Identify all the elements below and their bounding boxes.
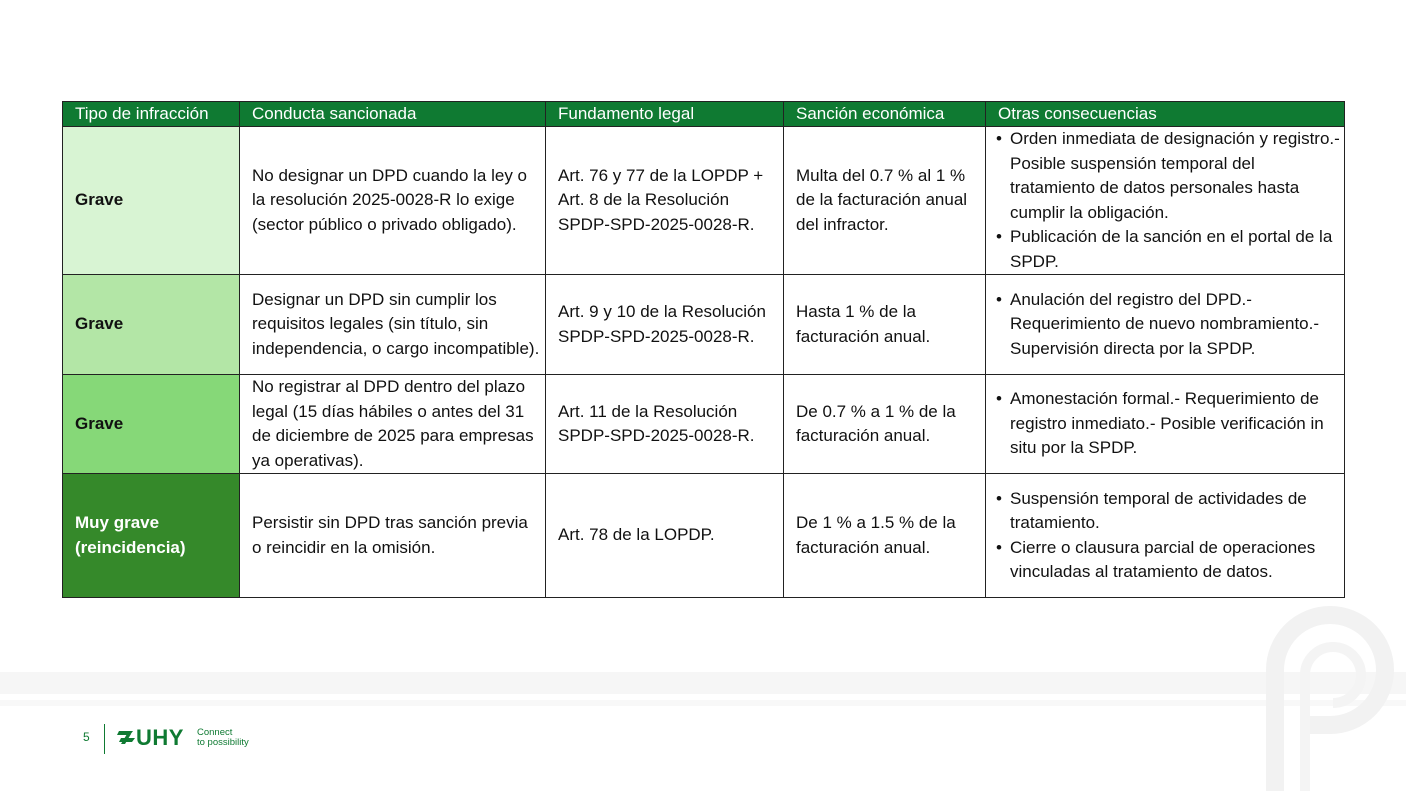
bullet-item: • Anulación del registro del DPD.- Requerimiento de nuevo nombramiento.- Supervisión directa por la SPDP. [990,288,1340,362]
footer-divider [104,724,105,754]
table-row [63,275,1345,375]
decorative-p-watermark [1250,600,1400,791]
bullet-item: • Suspensión temporal de actividades de tratamiento. [990,487,1340,536]
uhy-logo-text: UHY [136,725,184,750]
cell-fundamento: Art. 9 y 10 de la Resolución SPDP-SPD-2025-0028-R. [546,275,784,375]
cell-tipo: Grave [63,275,240,375]
tagline-line-1: Connect [197,727,233,738]
cell-tipo: Grave [63,127,240,275]
bullet-item: • Cierre o clausura parcial de operaciones vinculadas al tratamiento de datos. [990,536,1340,585]
table-row [63,375,1345,474]
table-row [63,127,1345,275]
uhy-logo-mark-icon [117,729,135,745]
table-header-row [63,102,1345,127]
bullet-item: • Publicación de la sanción en el portal de la SPDP. [990,225,1340,274]
cell-fundamento: Art. 11 de la Resolución SPDP-SPD-2025-0028-R. [546,375,784,474]
logo-tagline [197,728,249,747]
decorative-band [0,672,1406,694]
cell-otras [986,375,1345,474]
cell-conducta: No registrar al DPD dentro del plazo legal (15 días hábiles o antes del 31 de diciembre de 2025 para empresas ya operativas). [240,375,546,474]
cell-tipo: Grave [63,375,240,474]
header-tipo: Tipo de infracción [63,102,240,127]
header-fundamento: Fundamento legal [546,102,784,127]
decorative-band-thin [0,700,1406,706]
cell-otras [986,474,1345,598]
cell-fundamento: Art. 78 de la LOPDP. [546,474,784,598]
cell-otras [986,127,1345,275]
cell-tipo: Muy grave (reincidencia) [63,474,240,598]
header-conducta: Conducta sancionada [240,102,546,127]
cell-conducta: Designar un DPD sin cumplir los requisitos legales (sin título, sin independencia, o cargo incompatible). [240,275,546,375]
tagline-line-2: to possibility [197,736,249,748]
sanctions-table [62,101,1345,598]
cell-sancion: Hasta 1 % de la facturación anual. [784,275,986,375]
cell-conducta: No designar un DPD cuando la ley o la resolución 2025-0028-R lo exige (sector público o privado obligado). [240,127,546,275]
bullet-item: • Amonestación formal.- Requerimiento de registro inmediato.- Posible verificación in situ por la SPDP. [990,387,1340,461]
cell-fundamento: Art. 76 y 77 de la LOPDP + Art. 8 de la Resolución SPDP-SPD-2025-0028-R. [546,127,784,275]
cell-sancion: Multa del 0.7 % al 1 % de la facturación anual del infractor. [784,127,986,275]
header-otras: Otras consecuencias [986,102,1345,127]
table-row [63,474,1345,598]
cell-otras [986,275,1345,375]
cell-sancion: De 0.7 % a 1 % de la facturación anual. [784,375,986,474]
page-number: 5 [83,730,90,744]
header-sancion: Sanción económica [784,102,986,127]
cell-sancion: De 1 % a 1.5 % de la facturación anual. [784,474,986,598]
cell-conducta: Persistir sin DPD tras sanción previa o reincidir en la omisión. [240,474,546,598]
bullet-item: • Orden inmediata de designación y registro.- Posible suspensión temporal del tratamiento de datos personales hasta cumplir la obligación. [990,127,1340,225]
